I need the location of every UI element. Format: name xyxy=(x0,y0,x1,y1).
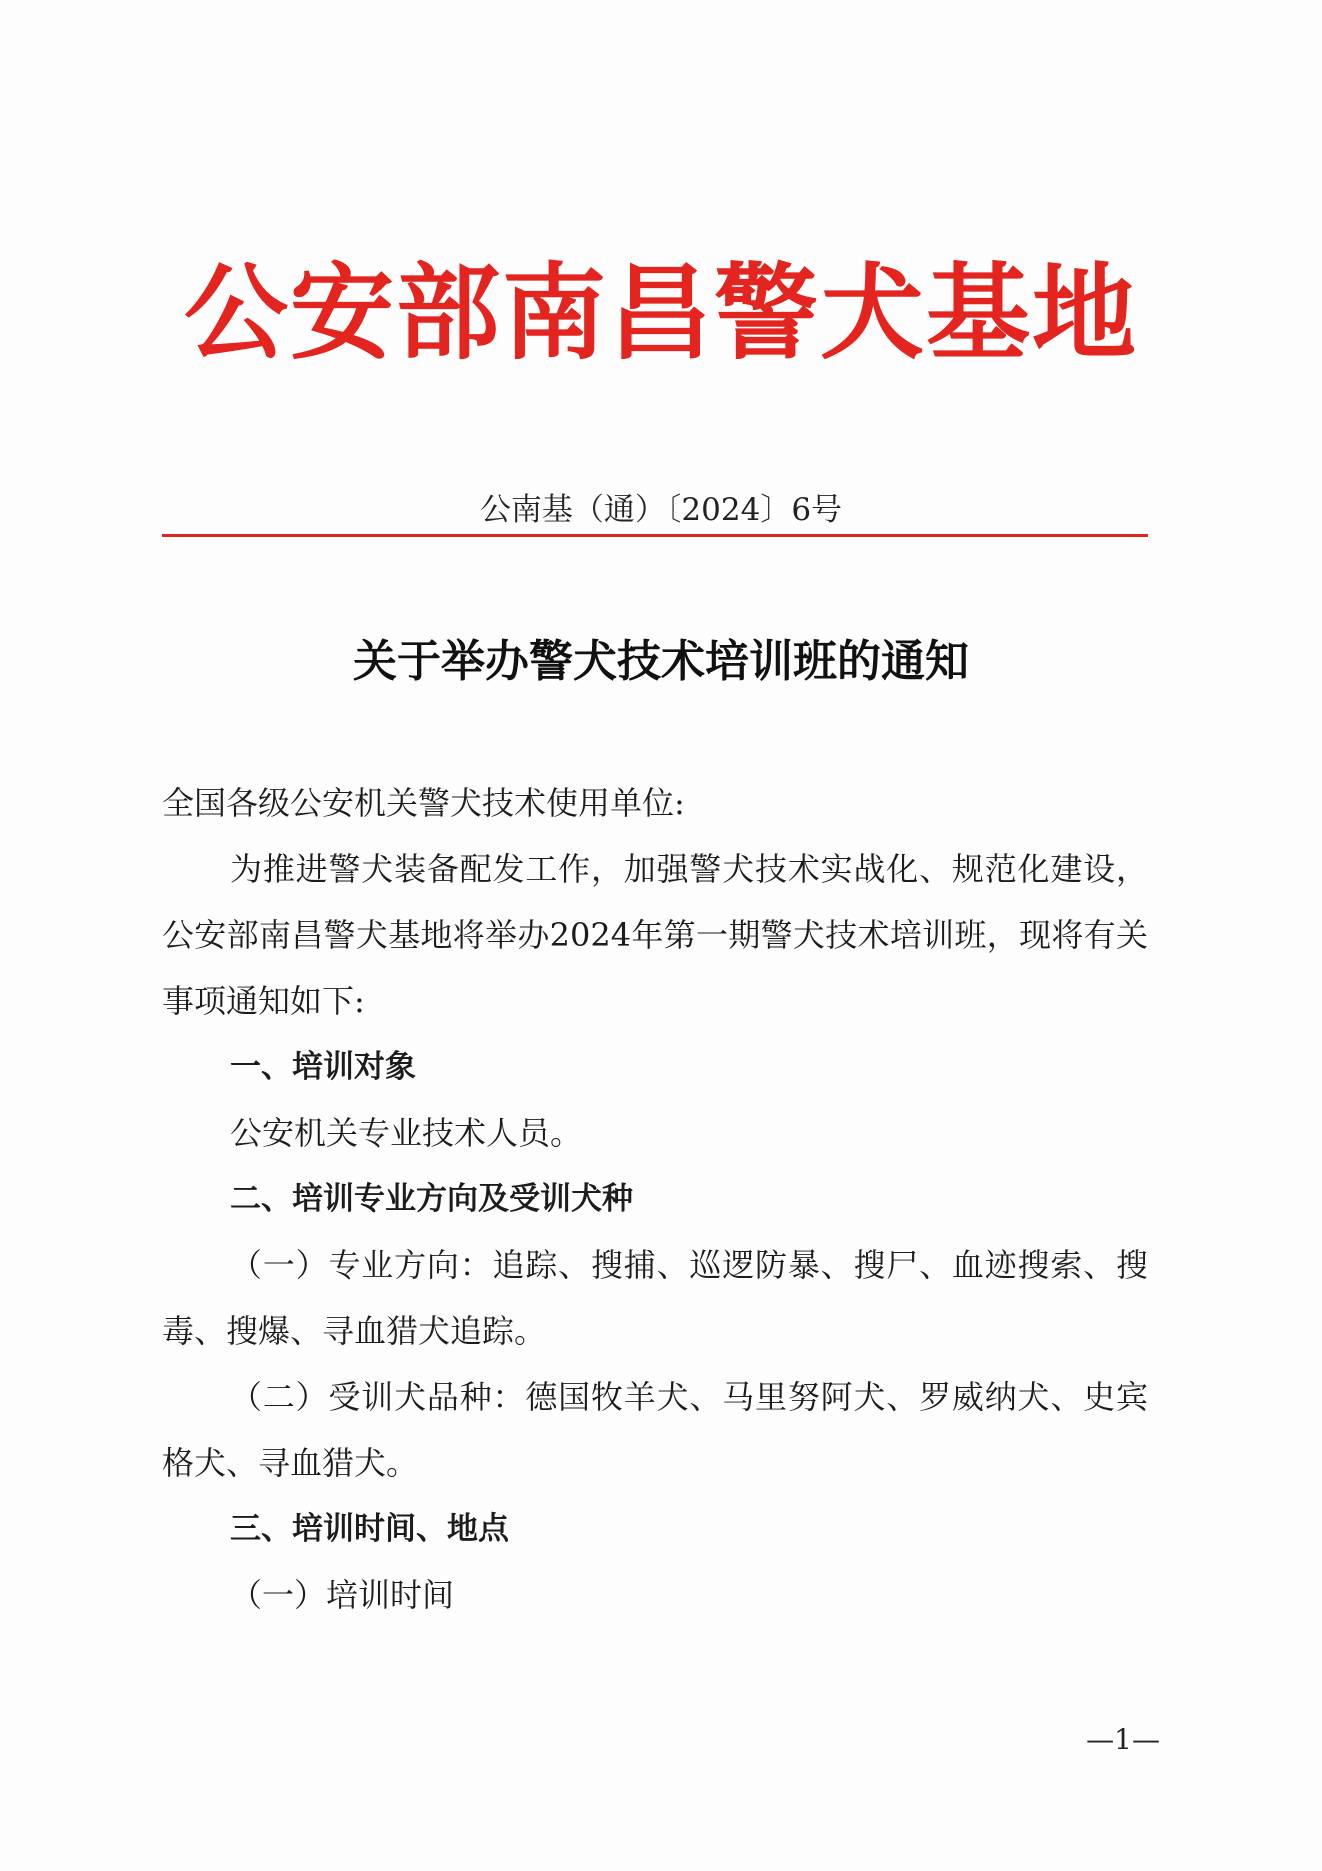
document-body xyxy=(162,770,1148,1628)
section-3-heading: 三、培训时间、地点 xyxy=(230,1511,509,1547)
section-1-heading: 一、培训对象 xyxy=(230,1049,416,1085)
section-1-text: 公安机关专业技术人员。 xyxy=(230,1114,583,1152)
section-2-item-1: （一）专业方向：追踪、搜捕、巡逻防暴、搜尸、血迹搜索、搜毒、搜爆、寻血猎犬追踪。 xyxy=(162,1246,1148,1350)
section-2-heading: 二、培训专业方向及受训犬种 xyxy=(230,1181,633,1217)
page-number: —1— xyxy=(1086,1723,1160,1756)
salutation: 全国各级公安机关警犬技术使用单位: xyxy=(162,784,685,822)
red-separator-line xyxy=(162,534,1148,537)
document-title: 关于举办警犬技术培训班的通知 xyxy=(353,636,969,687)
section-3-item-1: （一）培训时间 xyxy=(230,1576,455,1614)
agency-masthead: 公安部南昌警犬基地 xyxy=(183,251,1138,374)
section-2-item-2: （二）受训犬品种：德国牧羊犬、马里努阿犬、罗威纳犬、史宾格犬、寻血猎犬。 xyxy=(162,1378,1148,1482)
intro-paragraph: 为推进警犬装备配发工作，加强警犬技术实战化、规范化建设，公安部南昌警犬基地将举办2024年第一期警犬技术培训班，现将有关事项通知如下: xyxy=(162,850,1148,1020)
document-number: 公南基（通）〔2024〕6号 xyxy=(479,492,843,528)
